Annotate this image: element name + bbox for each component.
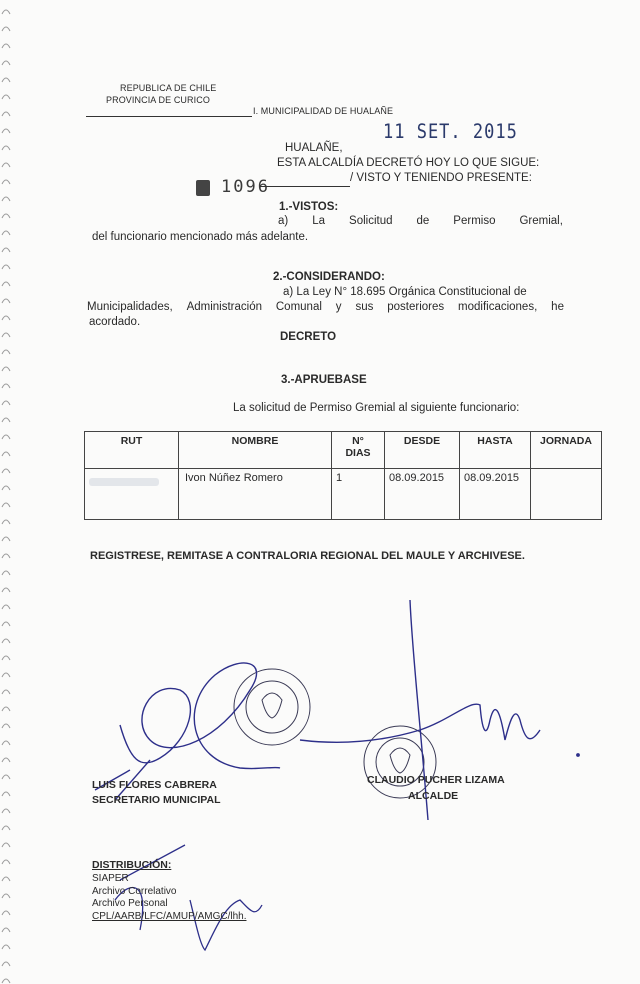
col-header-jornada: JORNADA — [531, 432, 602, 469]
binder-hole — [2, 299, 10, 303]
considerando-line1: a) La Ley N° 18.695 Orgánica Constitucional de — [283, 286, 527, 298]
list-item: SIAPER — [92, 873, 129, 884]
binder-hole — [2, 78, 10, 82]
binder-hole — [2, 384, 10, 388]
cell-jornada — [531, 469, 602, 520]
binder-hole — [2, 928, 10, 932]
binder-hole — [2, 486, 10, 490]
binder-hole — [2, 520, 10, 524]
table-header-row — [85, 432, 602, 469]
distribution-heading: DISTRIBUCIÓN: — [92, 859, 172, 871]
vistos-word: Solicitud — [349, 215, 393, 227]
cell-dias: 1 — [332, 469, 385, 520]
binder-hole — [2, 333, 10, 337]
vistos-word: La — [312, 215, 326, 227]
considerando-line2 — [87, 301, 564, 313]
binder-hole — [2, 622, 10, 626]
vistos-heading: 1.-VISTOS: — [279, 201, 339, 213]
header-municipality: I. MUNICIPALIDAD DE HUALAÑE — [253, 106, 394, 116]
considerando-word: sus — [355, 301, 374, 313]
binder-hole — [2, 860, 10, 864]
header-province: PROVINCIA DE CURICO — [106, 95, 210, 105]
binder-hole — [2, 316, 10, 320]
binder-hole — [2, 231, 10, 235]
left-signatory-name: LUIS FLORES CABRERA — [92, 779, 217, 791]
binder-hole — [2, 537, 10, 541]
vistos-word: Gremial, — [519, 215, 563, 227]
list-item: Archivo Correlativo — [92, 885, 177, 897]
right-signatory-title: ALCALDE — [408, 790, 459, 802]
binder-hole — [2, 214, 10, 218]
binder-hole — [2, 469, 10, 473]
cell-hasta: 08.09.2015 — [460, 469, 531, 520]
closing-statement: REGISTRESE, REMITASE A CONTRALORIA REGIONAL DEL MAULE Y ARCHIVESE. — [90, 550, 525, 562]
binder-hole — [2, 741, 10, 745]
binder-hole — [2, 877, 10, 881]
list-item: CPL/AARB/LFC/AMUP/AMGC/lhh. — [92, 910, 247, 922]
binder-hole — [2, 809, 10, 813]
apruebase-heading: 3.-APRUEBASE — [281, 374, 367, 386]
binder-hole — [2, 248, 10, 252]
apruebase-text: La solicitud de Permiso Gremial al siguiente funcionario: — [233, 402, 520, 414]
col-header-hasta: HASTA — [460, 432, 531, 469]
binder-hole — [2, 775, 10, 779]
vistos-word: de — [416, 215, 430, 227]
header-country: REPUBLICA DE CHILE — [120, 83, 217, 93]
considerando-word: Municipalidades, — [87, 301, 173, 313]
binder-hole — [2, 979, 10, 983]
vistos-line2: del funcionario mencionado más adelante. — [92, 231, 309, 243]
considerando-word: he — [551, 301, 564, 313]
binder-hole — [2, 350, 10, 354]
binder-hole — [2, 112, 10, 116]
binder-hole — [2, 588, 10, 592]
vistos-word: a) — [278, 215, 289, 227]
binder-hole — [2, 758, 10, 762]
distribution-list — [92, 873, 246, 923]
considerando-word: Comunal — [275, 301, 322, 313]
considerando-word: posteriores — [387, 301, 445, 313]
binder-hole — [2, 95, 10, 99]
decree-number-stamp: 1096 — [221, 177, 270, 197]
binder-hole — [2, 911, 10, 915]
considerando-word: Administración — [186, 301, 262, 313]
considerando-heading: 2.-CONSIDERANDO: — [273, 271, 385, 283]
intro-line1: ESTA ALCALDÍA DECRETÓ HOY LO QUE SIGUE: — [277, 157, 540, 169]
binder-hole — [2, 503, 10, 507]
binder-hole — [2, 163, 10, 167]
decreto-heading: DECRETO — [280, 331, 337, 343]
binder-hole — [2, 673, 10, 677]
col-header-desde: DESDE — [385, 432, 460, 469]
binder-hole — [2, 27, 10, 31]
considerando-line3: acordado. — [89, 316, 141, 328]
binder-hole — [2, 792, 10, 796]
binder-hole — [2, 639, 10, 643]
stamp-block — [196, 180, 210, 196]
binder-hole — [2, 61, 10, 65]
binder-hole — [2, 367, 10, 371]
binder-hole — [2, 826, 10, 830]
binder-hole — [2, 707, 10, 711]
binder-hole — [2, 690, 10, 694]
col-header-dias: N° DIAS — [332, 432, 385, 469]
vistos-word: Permiso — [453, 215, 496, 227]
decree-number-rule — [260, 186, 350, 187]
considerando-word: modificaciones, — [458, 301, 538, 313]
header-rule — [86, 116, 252, 117]
cell-nombre: Ivon Núñez Romero — [179, 469, 332, 520]
binder-hole — [2, 146, 10, 150]
right-signatory-name: CLAUDIO PUCHER LIZAMA — [367, 774, 505, 786]
cell-rut — [85, 469, 179, 520]
table-row — [85, 469, 602, 520]
binder-hole — [2, 945, 10, 949]
col-header-nombre: NOMBRE — [179, 432, 332, 469]
binder-hole — [2, 571, 10, 575]
redacted-rut — [89, 478, 159, 486]
vistos-line1 — [278, 215, 563, 227]
binder-hole — [2, 843, 10, 847]
binder-hole — [2, 282, 10, 286]
binder-hole — [2, 197, 10, 201]
binder-hole — [2, 401, 10, 405]
binder-holes — [0, 0, 12, 984]
binder-hole — [2, 554, 10, 558]
binder-hole — [2, 10, 10, 14]
left-signatory-title: SECRETARIO MUNICIPAL — [92, 794, 221, 806]
right-seal — [364, 726, 436, 798]
binder-hole — [2, 418, 10, 422]
binder-hole — [2, 724, 10, 728]
left-seal — [234, 669, 310, 745]
binder-hole — [2, 435, 10, 439]
cell-desde: 08.09.2015 — [385, 469, 460, 520]
binder-hole — [2, 129, 10, 133]
binder-hole — [2, 452, 10, 456]
date-stamp: 11 SET. 2015 — [383, 120, 518, 144]
considerando-word: y — [335, 301, 342, 313]
permit-table — [84, 431, 602, 520]
binder-hole — [2, 605, 10, 609]
right-signature — [300, 600, 579, 820]
binder-hole — [2, 962, 10, 966]
intro-line2: / VISTO Y TENIENDO PRESENTE: — [350, 172, 532, 184]
binder-hole — [2, 180, 10, 184]
binder-hole — [2, 44, 10, 48]
binder-hole — [2, 656, 10, 660]
binder-hole — [2, 265, 10, 269]
col-header-rut: RUT — [85, 432, 179, 469]
list-item: Archivo Personal — [92, 898, 168, 909]
intro-place: HUALAÑE, — [285, 142, 343, 154]
binder-hole — [2, 894, 10, 898]
